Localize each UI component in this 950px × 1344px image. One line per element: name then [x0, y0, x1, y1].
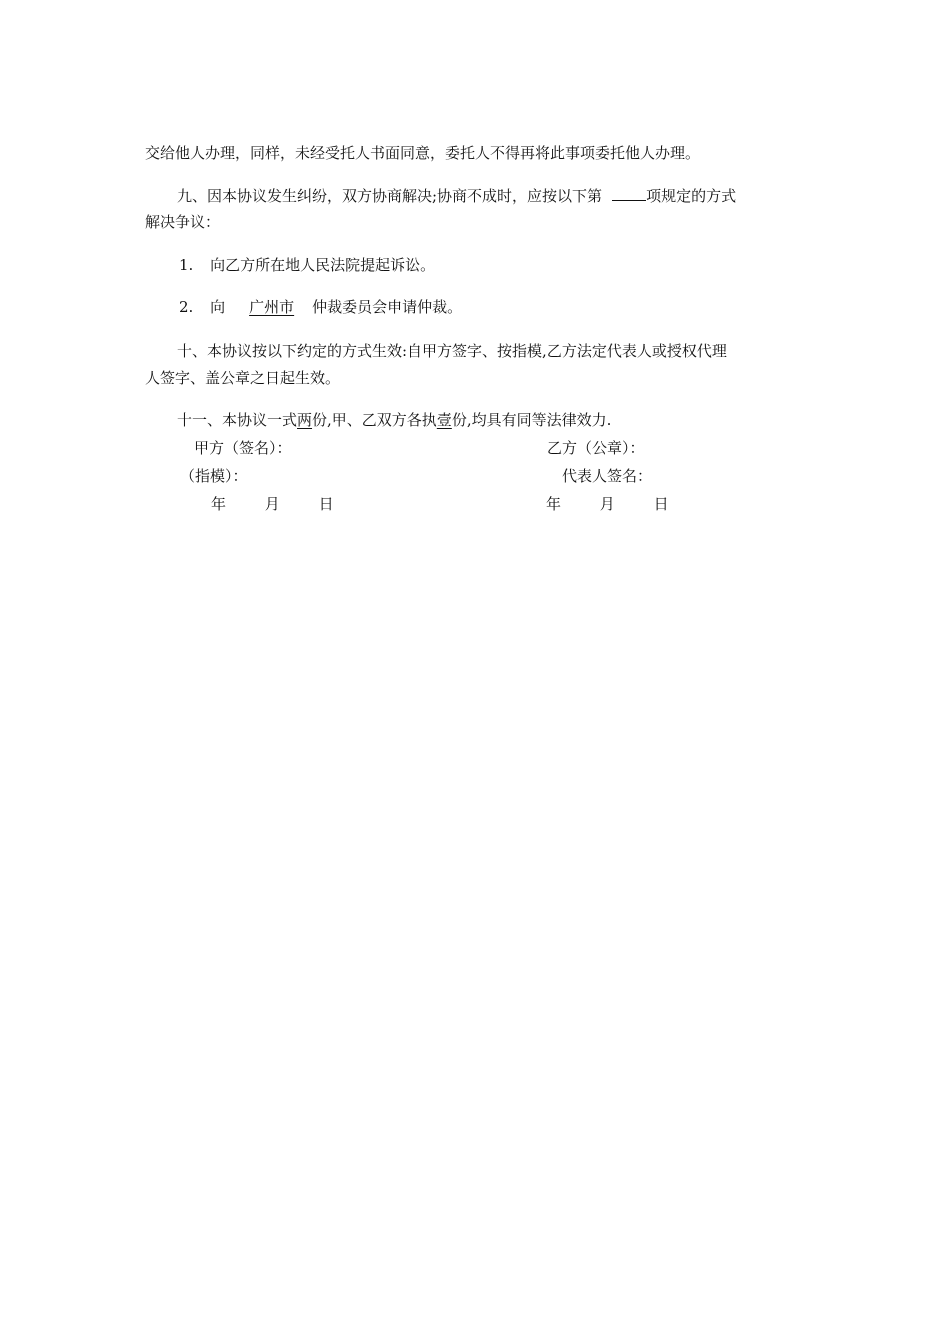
- option-1: 1. 向乙方所在地人民法院提起诉讼。: [179, 256, 436, 274]
- paragraph-8-tail: 交给他人办理，同样，未经受托人书面同意，委托人不得再将此事项委托他人办理。: [145, 144, 701, 162]
- party-a-fingerprint-label: （指模）：: [180, 467, 248, 485]
- copies-count: 两: [297, 411, 313, 429]
- arbitration-city: 广州市: [249, 298, 295, 316]
- clause-10-line-1: 十、本协议按以下约定的方式生效:自甲方签字、按指模,乙方法定代表人或授权代理: [177, 342, 727, 360]
- clause-9-line-2: 解决争议：: [145, 213, 221, 231]
- option-2: 2. 向 广州市 仲裁委员会申请仲裁。: [179, 298, 463, 316]
- party-b-seal-label: 乙方（公章）：: [547, 439, 645, 457]
- party-b-date: 年 月 日: [546, 495, 669, 513]
- clause-11: 十一、本协议一式两份,甲、乙双方各执壹份,均具有同等法律效力.: [177, 411, 612, 429]
- clause-9-line-1: 九、因本协议发生纠纷，双方协商解决;协商不成时，应按以下第 项规定的方式: [177, 187, 737, 205]
- party-b-representative-label: 代表人签名：: [562, 467, 653, 485]
- clause-10-line-2: 人签字、盖公章之日起生效。: [145, 369, 341, 387]
- party-a-signature-label: 甲方（签名）：: [194, 439, 292, 457]
- party-a-date: 年 月 日: [211, 495, 334, 513]
- copies-each: 壹: [436, 411, 452, 429]
- clause-9-blank: [612, 185, 646, 201]
